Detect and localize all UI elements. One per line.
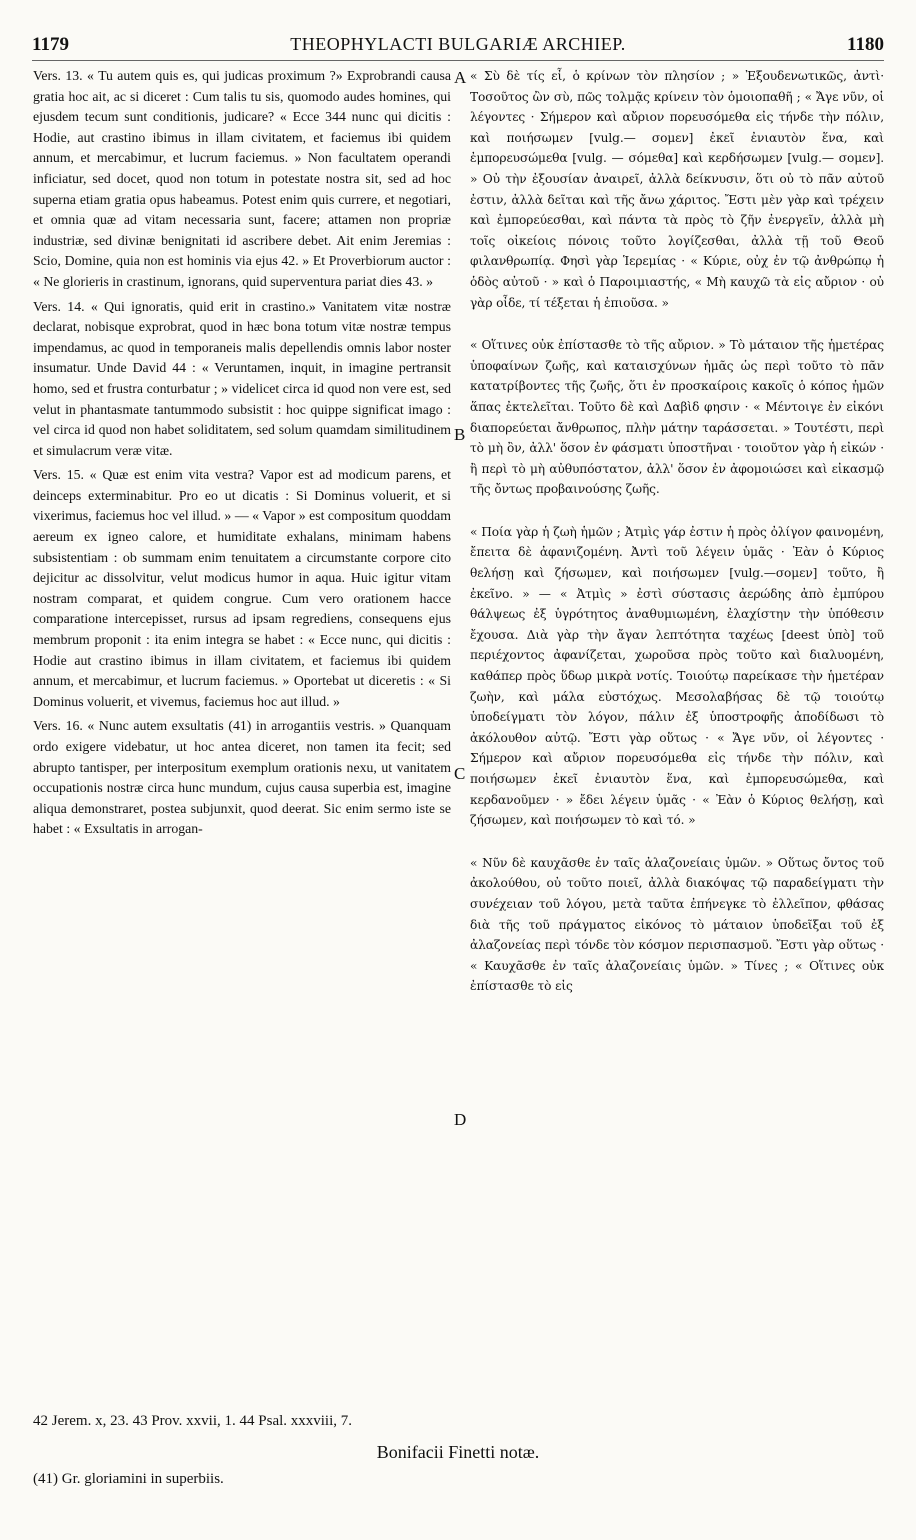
latin-paragraph-vers-14: Vers. 14. « Qui ignoratis, quid erit in crastino.» Vanitatem vitæ nostræ declarat, nobisque exprobrat, quod in hæc bona totum vitæ nostræ tempus impendamus, ac quod in temporaneis malis depellendis omnis labor noster insumatur. Unde David 44 : « Veruntamen, inquit, in imagine pertransit homo, sed et frustra conturbatur ; » videlicet circa id quod non vere est, sed velut in phantasmate tantummodo subsistit : hoc quippe significat imago : vel circa id quod non habet soliditatem, sed solum quamdam similitudinem et simulacrum veræ vitæ. [33,298,451,458]
greek-paragraph-1: « Σὺ δὲ τίς εἶ, ὁ κρίνων τὸν πλησίον ; » Ἐξουδενωτικῶς, ἀντὶ· Τοσοῦτος ὢν σὺ, πῶς τολμᾷς κρίνειν τὸν ὁμοιοπαθῆ ; « Ἄγε νῦν, οἱ λέγοντες · Σήμερον καὶ αὔριον πορευσόμεθα εἰς τήνδε τὴν πόλιν, καὶ ποιήσωμεν [vulg.— σομεν] ἐκεῖ ἐνιαυτὸν ἕνα, καὶ ἐμπορευσώμεθα [vulg. — σόμεθα] καὶ κερδήσωμεν [vulg.— σομεν]. » Οὐ τὴν ἐξουσίαν ἀναιρεῖ, ἀλλὰ δείκνυσιν, ὅτι οὐ τὸ πᾶν αὐτοῦ ἐστιν, ἀλλὰ δεῖται καὶ τῆς ἄνω χάριτος. Ἔστι μὲν γὰρ καὶ τρέχειν καὶ ἐμπορεύεσθαι, καὶ πάντα τὰ πρὸς τὸ ζῆν ἐνεργεῖν, ἀλλὰ μὴ τοῖς οἰκείοις πόνοις τοῦτο λογίζεσθαι, ἀλλὰ τῇ τοῦ Θεοῦ φιλανθρωπίᾳ. Φησὶ γὰρ Ἱερεμίας · « Κύριε, οὐχ ἐν τῷ ἀνθρώπῳ ἡ ὁδὸς αὐτοῦ · » καὶ ὁ Παροιμιαστής, « Μὴ καυχῶ τὰ εἰς αὔριον · οὐ γὰρ οἶδε, τί τέξεται ἡ ἐπιοῦσα. » [470,69,884,310]
margin-letter-c: C [454,764,466,783]
page-number-left: 1179 [32,34,69,55]
greek-column [470,66,884,1356]
margin-letter-d: D [454,1110,467,1129]
margin-letter-a: A [454,68,467,87]
footnotes [33,1413,883,1488]
greek-paragraph-2: « Οἵτινες οὐκ ἐπίστασθε τὸ τῆς αὔριον. » Τὸ μάταιον τῆς ἡμετέρας ὑποφαίνων ζωῆς, καὶ καταισχύνων ἡμᾶς ὡς περὶ τοῦτο τὸ πᾶν κατατρίβοντες τῆς ζωῆς, ὅτι ἐν προσκαίροις κακοῖς ὁ κόπος ἡμῶν ἅπας ἐκτελεῖται. Τοῦτο δὲ καὶ Δαβὶδ φησιν · « Μέντοιγε ἐν εἰκόνι διαπορεύεται ἄνθρωπος, πλὴν μάτην ταράσσεται. » Τουτέστι, περὶ τὸ μὴ ὂν, ἀλλ' ὅσον ἐν φάσματι ὑποστῆναι · τοιοῦτον γὰρ ἡ εἰκών · ἢ περὶ τὸ μὴ αὐθυπόστατον, ἀλλ' ὅσον ἐν ἀφομοιώσει καὶ εἰκασμῷ τῆς ὄντως προβαινούσης ζωῆς. [470,338,884,497]
latin-paragraph-vers-16: Vers. 16. « Nunc autem exsultatis (41) in arrogantiis vestris. » Quanquam ordo exigere videbatur, ut hoc antea diceret, non tamen ita fecit; sed abrupto tantisper, per interpositum exemplum orationis nexu, ut vanitatem occupationis nostræ circa hunc mundum, cujus causa superbia est, imagine aliqua demonstraret, postea subjunxit, quod deerat. Sic enim sermo iste se habet : « Exsultatis in arrogan- [33,718,451,837]
footnote-41: (41) Gr. gloriamini in superbiis. [33,1471,224,1487]
page-header [32,34,884,61]
scripture-references: 42 Jerem. x, 23. 43 Prov. xxvii, 1. 44 Psal. xxxviii, 7. [33,1413,353,1429]
running-title: THEOPHYLACTI BULGARIÆ ARCHIEP. [290,34,626,54]
notes-subtitle: Bonifacii Finetti notæ. [376,1442,540,1462]
latin-column [33,66,451,1356]
latin-paragraph-vers-13: Vers. 13. « Tu autem quis es, qui judicas proximum ?» Exprobrandi causa gratia hoc ait, ac si diceret : Cum talis tu sis, quomodo audes homines, qui ejusdem tecum sunt conditionis, judicare? « Ecce 344 nunc qui dicitis : Hodie, aut crastino ibimus in illam civitatem, et faciemus ibi quidem annum, et mercabimur, et lucrum faciemus. » Non facultatem operandi inficiatur, sed docet, quod non totum in potestate nostra sit, sed ad hoc superna etiam gratia opus habeamus. Potest enim quis currere, et negotiari, et omnia quæ ad vitam necessaria sunt, facere; attamen non propriæ industriæ, sed divinæ benignitati id ascribere debet. Ait enim Jeremias : Scio, Domine, quia non est hominis via ejus 42. » Et Proverbiorum auctor : « Ne glorieris in crastinum, ignorans, quid superventura pariat dies 43. » [33,68,451,289]
greek-paragraph-4: « Νῦν δὲ καυχᾶσθε ἐν ταῖς ἀλαζονείαις ὑμῶν. » Οὕτως ὄντος τοῦ ἀκολούθου, οὐ τοῦτο ποιεῖ, ἀλλὰ διακόψας τῷ παραδείγματι τὴν συνέχειαν τοῦ λόγου, μετὰ ταῦτα ἐπήνεγκε τὸ ἐλλεῖπον, φθάσας διὰ τῆς τοῦ πράγματος εἰκόνος τὸ μάταιον ὑποδεῖξαι τοῦ ἐξ ἀλαζονείας περὶ τόνδε τὸν κόσμον περισπασμοῦ. Ἔστι γὰρ οὕτως · « Καυχᾶσθε ἐν ταῖς ἀλαζονείαις ὑμῶν. » Τίνες ; « Οἵτινες οὐκ ἐπίστασθε τὸ εἰς [470,855,884,994]
greek-paragraph-3: « Ποία γὰρ ἡ ζωὴ ἡμῶν ; Ἀτμὶς γάρ ἐστιν ἡ πρὸς ὀλίγον φαινομένη, ἔπειτα δὲ ἀφανιζομένη. Ἀντὶ τοῦ λέγειν ὑμᾶς · Ἐὰν ὁ Κύριος θελήσῃ καὶ ζήσωμεν, καὶ ποιήσωμεν [vulg.—σομεν] τοῦτο, ἢ ἐκεῖνο. » — « Ἀτμὶς » ἐστὶ σύστασις ἀερώδης ἀπὸ ἐμπύρου θάλψεως ἐξ ὑγρότητος ἀναθυμιωμένη, ἐλαχίστην τὴν ὑπόθεσιν ἔχουσα. Διὰ γὰρ τὴν ἄγαν λεπτότητα ταχέως [deest ὑπὸ] τοῦ περιέχοντος ἀφανίζεται, χωροῦσα πρὸς τοῦτο καὶ διαλυομένη, καθάπερ πρὸς ὕδωρ μικρὰ νοτίς. Τοιούτῳ παρείκασε τὴν ἡμετέραν ζωὴν, καὶ μάλα εὐστόχως. Μεσολαβήσας δὲ τῷ τοιούτῳ ὑποδείγματι τὸν λόγον, πάλιν ἐξ ὑποστροφῆς ἀποδίδωσι τὸ ἀκόλουθον αὐτῷ. Ἔστι γὰρ οὕτως · « Ἄγε νῦν, οἱ λέγοντες · Σήμερον καὶ αὔριον πορευσόμεθα εἰς τήνδε τὴν πόλιν, καὶ ποιήσωμεν ἐκεῖ ἐνιαυτὸν ἕνα, καὶ ἐμπορευσώμεθα, καὶ κερδανοῦμεν · » ἔδει λέγειν ὑμᾶς · « Ἐὰν ὁ Κύριος θελήσῃ, καὶ ζήσωμεν, καὶ ποιήσωμεν τὸ καὶ τό. » [470,524,884,828]
page-number-right: 1180 [847,34,884,55]
margin-letter-b: B [454,425,466,444]
latin-paragraph-vers-15: Vers. 15. « Quæ est enim vita vestra? Vapor est ad modicum parens, et deinceps exterminabitur. Pro eo ut dicatis : Si Dominus voluerit, et si vixerimus, faciemus hoc vel illud. » — « Vapor » est compositum quoddam aereum ex igneo calore, et humiditate exhalans, minimam habens subsistentiam : ob summam enim tenuitatem a circumstante corpore cito dejicitur ac dissolvitur, velut modicus humor in aqua. Huic igitur vitam nostram comparat, et quidem congrue. Cum vero orationem hacce comparatione intercepisset, rursus ad ipsam regrediens, consequens ejus membrum proponit : ita enim integra se habet : « Ecce nunc, qui dicitis : Hodie aut crastino ibimus in illam civitatem, et faciemus ibi quidem annum, et mercabimur, et lucrum faciemus. » Oportebat ut diceretis : « Si Dominus voluerit, et vivemus, faciemus hoc aut illud. » [33,467,451,709]
